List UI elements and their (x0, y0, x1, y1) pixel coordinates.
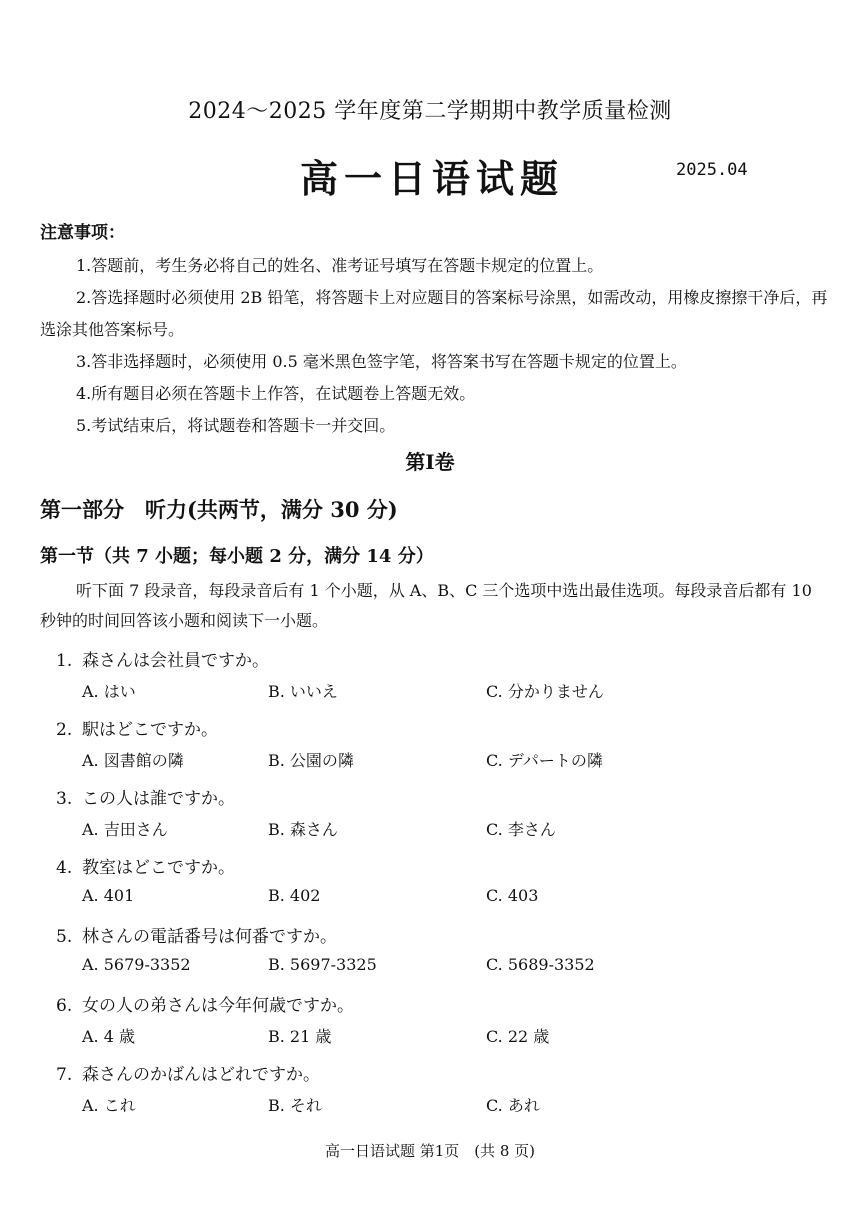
question-3 (0, 784, 860, 853)
question-number: 4. (56, 858, 73, 878)
question-number: 1. (56, 651, 73, 671)
question-stem: 林さんの電話番号は何番ですか。 (82, 927, 337, 947)
option-b: B. 森さん (268, 820, 338, 839)
notice-item: 4.所有题目必须在答题卡上作答，在试题卷上答题无效。 (76, 384, 476, 403)
question-number: 2. (56, 720, 73, 740)
question-5 (0, 922, 860, 991)
question-7 (0, 1060, 860, 1129)
part-title: 第Ⅰ卷 (405, 450, 455, 474)
notice-item: 3.答非选择题时，必须使用 0.5 毫米黑色签字笔，将答案书写在答题卡规定的位置上。 (76, 352, 687, 371)
notice-list (40, 250, 830, 442)
option-b: B. いいえ (268, 682, 338, 701)
question-stem: この人は誰ですか。 (82, 789, 235, 809)
subject-title: 高一日语试题 (300, 156, 565, 201)
option-a: A. 5679-3352 (82, 955, 191, 974)
option-a: A. 吉田さん (82, 820, 168, 839)
section-title: 第一部分 听力(共两节，满分 30 分) (40, 497, 398, 522)
question-number: 6. (56, 996, 73, 1016)
option-b: B. 公園の隣 (268, 751, 354, 770)
option-b: B. 5697-3325 (268, 955, 377, 974)
option-b: B. 402 (268, 886, 321, 905)
question-list (0, 646, 860, 1129)
option-c: C. 李さん (486, 820, 556, 839)
question-2 (0, 715, 860, 784)
question-stem: 教室はどこですか。 (82, 858, 235, 878)
option-a: A. 4 歳 (82, 1027, 135, 1046)
option-b: B. それ (268, 1096, 322, 1115)
notice-item: 1.答题前，考生务必将自己的姓名、准考证号填写在答题卡规定的位置上。 (76, 256, 604, 275)
option-c: C. 5689-3352 (486, 955, 595, 974)
notice-item: 5.考试结束后，将试题卷和答题卡一并交回。 (76, 416, 396, 435)
option-a: A. これ (82, 1096, 136, 1115)
notice-item: 2.答选择题时必须使用 2B 铅笔，将答题卡上对应题目的答案标号涂黑，如需改动，用橡皮擦擦干净后，再选涂其他答案标号。 (40, 288, 828, 339)
exam-date: 2025.04 (676, 160, 748, 180)
question-number: 7. (56, 1065, 73, 1085)
option-c: C. 22 歳 (486, 1027, 550, 1046)
option-a: A. 401 (82, 886, 135, 905)
question-6 (0, 991, 860, 1060)
question-number: 5. (56, 927, 73, 947)
option-a: A. 図書館の隣 (82, 751, 184, 770)
option-c: C. あれ (486, 1096, 540, 1115)
option-c: C. デパートの隣 (486, 751, 603, 770)
question-stem: 駅はどこですか。 (82, 720, 218, 740)
listening-instructions: 听下面 7 段录音，每段录音后有 1 个小题，从 A、B、C 三个选项中选出最佳选项。每段录音后都有 10 秒钟的时间回答该小题和阅读下一小题。 (40, 581, 812, 630)
question-1 (0, 646, 860, 715)
question-4 (0, 853, 860, 922)
question-stem: 森さんのかばんはどれですか。 (82, 1065, 320, 1085)
question-stem: 森さんは会社員ですか。 (82, 651, 269, 671)
exam-title: 2024～2025 学年度第二学期期中教学质量检测 (188, 99, 672, 124)
question-stem: 女の人の弟さんは今年何歳ですか。 (82, 996, 354, 1016)
question-number: 3. (56, 789, 73, 809)
subsection-title: 第一节（共 7 小题；每小题 2 分，满分 14 分） (40, 546, 434, 567)
notice-heading: 注意事项： (40, 223, 125, 243)
page-footer: 高一日语试题 第1页 (共 8 页) (324, 1142, 536, 1160)
option-c: C. 分かりません (486, 682, 604, 701)
option-c: C. 403 (486, 886, 539, 905)
option-b: B. 21 歳 (268, 1027, 332, 1046)
option-a: A. はい (82, 682, 136, 701)
